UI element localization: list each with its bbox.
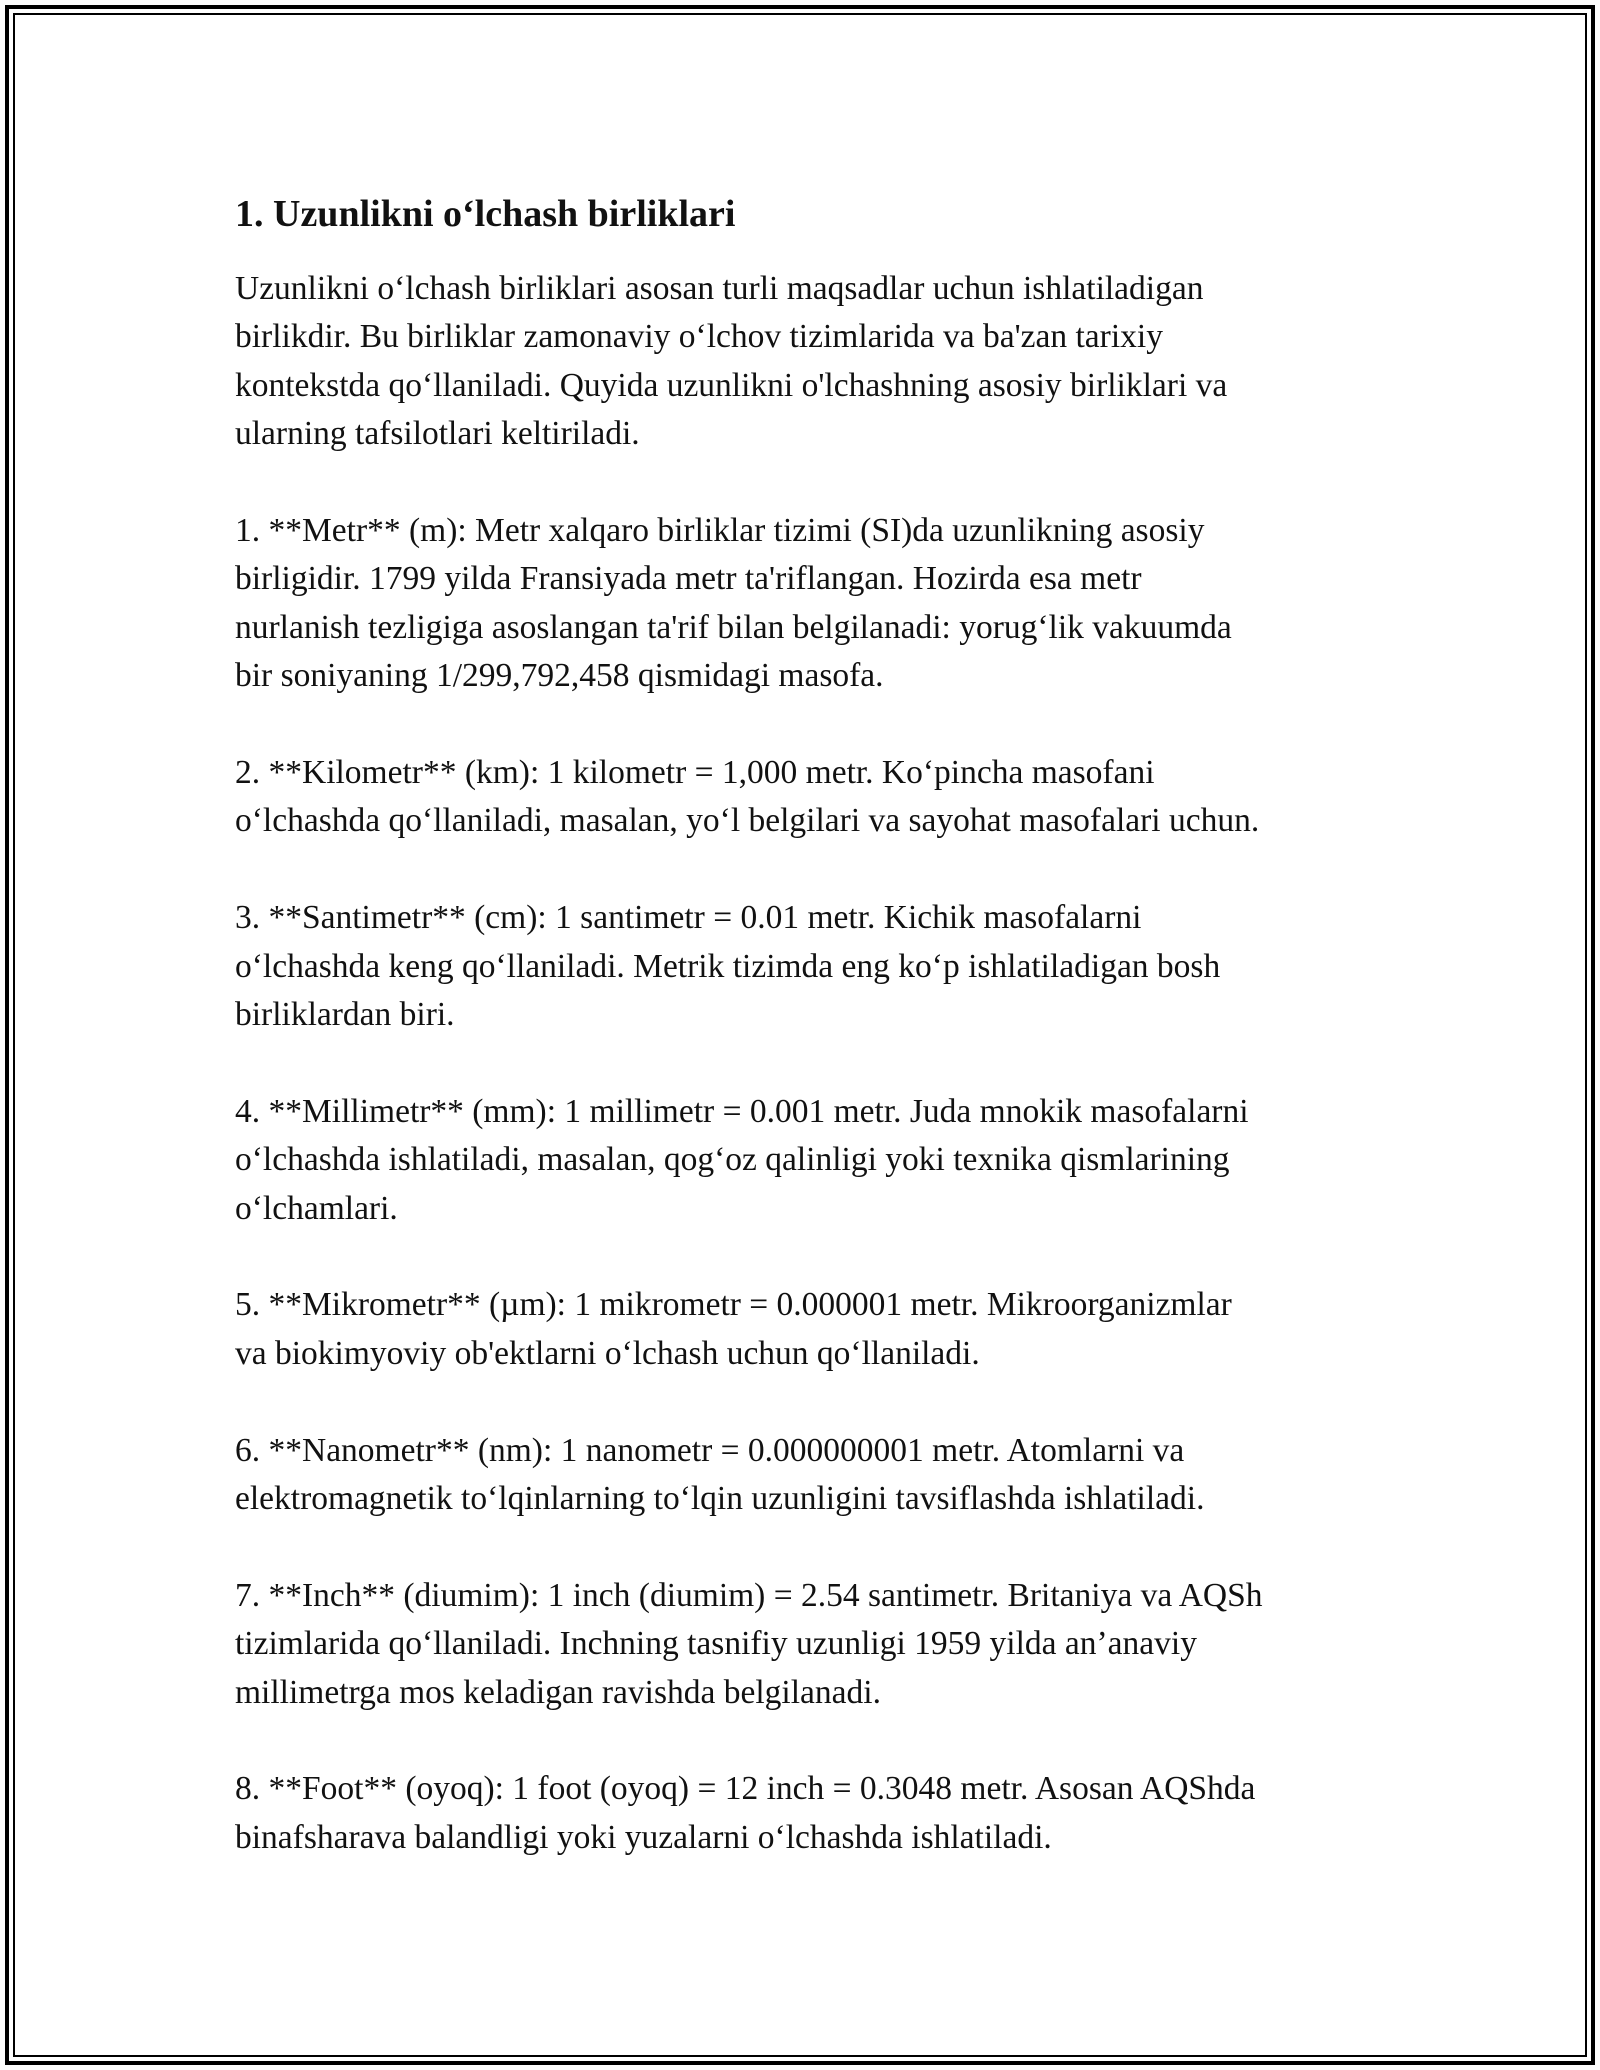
list-item-line: o‘lchashda keng qo‘llaniladi. Metrik tizimda eng ko‘p ishlatiladigan bosh (235, 947, 1221, 985)
list-item-line: bir soniyaning 1/299,792,458 qismidagi masofa. (235, 657, 884, 695)
list-item-line: va biokimyoviy ob'ektlarni o‘lchash uchun qo‘llaniladi. (235, 1334, 980, 1372)
intro-line: birlikdir. Bu birliklar zamonaviy o‘lchov tizimlarida va ba'zan tarixiy (235, 318, 1163, 356)
list-item-metr (235, 507, 1375, 701)
list-item-line: 8. **Foot** (oyoq): 1 foot (oyoq) = 12 inch = 0.3048 metr. Asosan AQShda (235, 1770, 1256, 1808)
list-item-line: tizimlarida qo‘llaniladi. Inchning tasnifiy uzunligi 1959 yilda an’anaviy (235, 1625, 1197, 1663)
list-item-line: 6. **Nanometr** (nm): 1 nanometr = 0.000000001 metr. Atomlarni va (235, 1431, 1185, 1469)
list-item-line: elektromagnetik to‘lqinlarning to‘lqin uzunligini tavsiflashda ishlatiladi. (235, 1480, 1205, 1518)
list-item-line: millimetrga mos keladigan ravishda belgilanadi. (235, 1673, 881, 1711)
list-item-line: birligidir. 1799 yilda Fransiyada metr ta'riflangan. Hozirda esa metr (235, 560, 1142, 598)
list-item-santimetr (235, 894, 1375, 1039)
list-item-foot (235, 1765, 1375, 1862)
intro-line: Uzunlikni o‘lchash birliklari asosan turli maqsadlar uchun ishlatiladigan (235, 270, 1204, 307)
section-heading: 1. Uzunlikni o‘lchash birliklari (235, 193, 736, 235)
list-item-line: 5. **Mikrometr** (µm): 1 mikrometr = 0.000001 metr. Mikroorganizmlar (235, 1286, 1232, 1324)
intro-paragraph (235, 265, 1375, 459)
list-item-line: 1. **Metr** (m): Metr xalqaro birliklar tizimi (SI)da uzunlikning asosiy (235, 512, 1205, 550)
list-item-line: o‘lchashda ishlatiladi, masalan, qog‘oz qalinligi yoki texnika qismlarining (235, 1141, 1230, 1179)
list-item-line: nurlanish tezligiga asoslangan ta'rif bilan belgilanadi: yorug‘lik vakuumda (235, 608, 1232, 646)
intro-line: ularning tafsilotlari keltiriladi. (235, 415, 640, 453)
list-item-line: 3. **Santimetr** (cm): 1 santimetr = 0.01 metr. Kichik masofalarni (235, 899, 1142, 937)
list-item-kilometr (235, 749, 1375, 846)
document-body (235, 190, 1375, 1862)
list-item-line: binafsharava balandligi yoki yuzalarni o‘lchashda ishlatiladi. (235, 1818, 1052, 1856)
list-item-line: birliklardan biri. (235, 996, 455, 1034)
list-item-millimetr (235, 1088, 1375, 1233)
list-item-line: 7. **Inch** (diumim): 1 inch (diumim) = 2.54 santimetr. Britaniya va AQSh (235, 1576, 1263, 1614)
list-item-mikrometr (235, 1281, 1375, 1378)
intro-line: kontekstda qo‘llaniladi. Quyida uzunlikni o'lchashning asosiy birliklari va (235, 366, 1228, 404)
list-item-line: 4. **Millimetr** (mm): 1 millimetr = 0.001 metr. Juda mnokik masofalarni (235, 1092, 1249, 1130)
list-item-line: 2. **Kilometr** (km): 1 kilometr = 1,000 metr. Ko‘pincha masofani (235, 754, 1155, 792)
list-item-line: o‘lchashda qo‘llaniladi, masalan, yo‘l belgilari va sayohat masofalari uchun. (235, 802, 1260, 840)
list-item-line: o‘lchamlari. (235, 1189, 398, 1227)
list-item-inch (235, 1572, 1375, 1717)
list-item-nanometr (235, 1427, 1375, 1524)
